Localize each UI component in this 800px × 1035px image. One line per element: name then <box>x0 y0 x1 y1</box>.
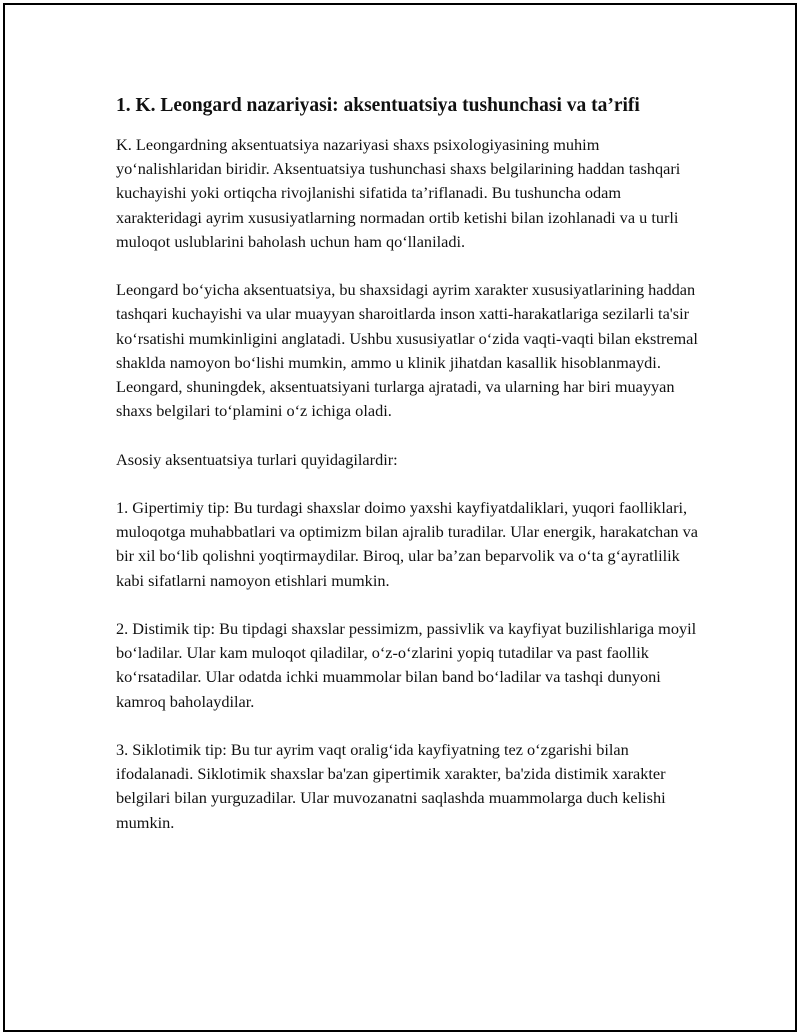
paragraph-types-intro: Asosiy aksentuatsiya turlari quyidagilardir: <box>116 449 398 469</box>
section-heading: 1. K. Leongard nazariyasi: aksentuatsiya tushunchasi va ta’rifi <box>116 95 640 116</box>
paragraph-type-hyperthymic: 1. Gipertimiy tip: Bu turdagi shaxslar doimo yaxshi kayfiyatdaliklari, yuqori faolliklari, muloqotga muhabbatlari va optimizm bilan ajralib turadilar. Ular energik, harakatchan va bir xil bo‘lib qolishni yoqtirmaydilar. Biroq, ular ba’zan beparvolik va o‘ta g‘ayratlilik kabi sifatlarni namoyon etishlari mumkin. <box>116 498 699 590</box>
paragraph-intro: K. Leongardning aksentuatsiya nazariyasi shaxs psixologiyasining muhim yo‘nalishlaridan biridir. Aksentuatsiya tushunchasi shaxs belgilarining haddan tashqari kuchayishi yoki ortiqcha rivojlanishi sifatida ta’riflanadi. Bu tushuncha odam xarakteridagi ayrim xususiyatlarning normadan ortib ketishi bilan izohlanadi va u turli muloqot uslublarini baholash uchun ham qo‘llaniladi. <box>116 135 681 251</box>
paragraph-type-cyclothymic: 3. Siklotimik tip: Bu tur ayrim vaqt oralig‘ida kayfiyatning tez o‘zgarishi bilan ifodalanadi. Siklotimik shaxslar ba'zan gipertimik xarakter, ba'zida distimik xarakter belgilari bilan yurguzadilar. Ular muvozanatni saqlashda muammolarga duch kelishi mumkin. <box>116 740 666 832</box>
document-body <box>116 93 706 835</box>
paragraph-definition: Leongard bo‘yicha aksentuatsiya, bu shaxsidagi ayrim xarakter xususiyatlarining haddan tashqari kuchayishi va ular muayyan sharoitlarda inson xatti-harakatlariga sezilarli ta'sir ko‘rsatishi mumkinligini anglatadi. Ushbu xususiyatlar o‘zida vaqti-vaqti bilan ekstremal shaklda namoyon bo‘lishi mumkin, ammo u klinik jihatdan kasallik hisoblanmaydi. Leongard, shuningdek, aksentuatsiyani turlarga ajratadi, va ularning har biri muayyan shaxs belgilari to‘plamini o‘z ichiga oladi. <box>116 280 698 421</box>
paragraph-type-dysthymic: 2. Distimik tip: Bu tipdagi shaxslar pessimizm, passivlik va kayfiyat buzilishlariga moyil bo‘ladilar. Ular kam muloqot qiladilar, o‘z-o‘zlarini yopiq tutadilar va past faollik ko‘rsatadilar. Ular odatda ichki muammolar bilan band bo‘ladilar va tashqi dunyoni kamroq baholaydilar. <box>116 619 697 711</box>
